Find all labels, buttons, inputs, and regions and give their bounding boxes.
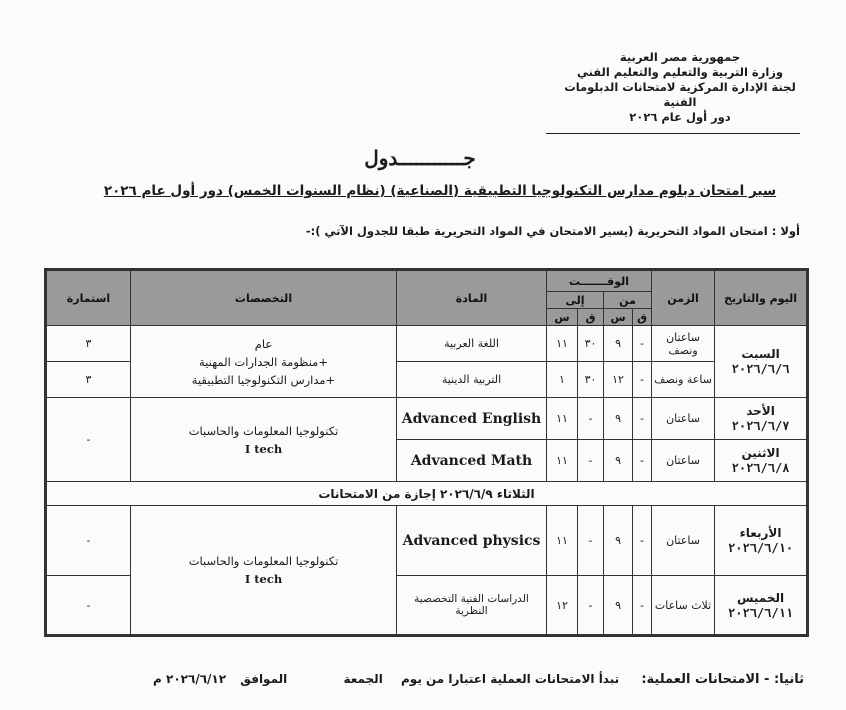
header-from-s: س: [604, 309, 633, 326]
day-date-cell: [715, 576, 808, 636]
header-line-1: جمهورية مصر العربية: [619, 50, 741, 64]
header-line-3: لجنة الإدارة المركزية لامتحانات الدبلومات الفنية: [564, 80, 796, 109]
date-value: ٢٠٢٦/٦/١١: [728, 605, 794, 620]
header-rule: [546, 133, 800, 134]
from-q-cell: -: [633, 576, 652, 636]
day-date-cell: [715, 326, 808, 398]
subject-cell: التربية الدينية: [397, 362, 547, 398]
to-s-cell: ١١: [547, 506, 578, 576]
from-s-cell: ٩: [604, 576, 633, 636]
date-value: ٢٠٢٦/٦/١٠: [728, 541, 794, 555]
from-s-cell: ٩: [604, 506, 633, 576]
spec-line: عام: [254, 336, 273, 351]
from-q-cell: -: [633, 440, 652, 482]
specializations-cell: [131, 506, 397, 636]
header-duration: الزمن: [652, 270, 715, 326]
header-subject: المادة: [397, 270, 547, 326]
from-q-cell: -: [633, 398, 652, 440]
practical-label: ثانيا: - الامتحانات العملية:: [641, 672, 804, 687]
practical-agree: الموافق: [240, 672, 288, 686]
duration-cell: ثلاث ساعات: [652, 576, 715, 636]
header-to-s: س: [547, 309, 578, 326]
form-cell: -: [46, 506, 131, 576]
day-name: الأحد: [746, 404, 775, 418]
holiday-row: [46, 482, 808, 506]
written-exams-note: أولا : امتحان المواد التحريرية (يسير الامتحان في المواد التحريرية طبقا للجدول الآتي ):-: [305, 224, 800, 238]
header-specializations: التخصصات: [131, 270, 397, 326]
subject-cell: الدراسات الفنية التخصصية النظرية: [397, 576, 547, 636]
to-q-cell: -: [578, 506, 604, 576]
duration-cell: ساعتان: [652, 398, 715, 440]
practical-day: الجمعة: [343, 672, 383, 686]
header-from: من: [604, 292, 652, 309]
practical-text: تبدأ الامتحانات العملية اعتبارا من يوم: [401, 672, 620, 686]
header-to: إلى: [547, 292, 604, 309]
spec-line: +مدارس التكنولوجيا التطبيقية: [191, 372, 336, 387]
specializations-cell: [131, 326, 397, 398]
from-s-cell: ٩: [604, 326, 633, 362]
date-value: ٢٠٢٦/٦/٦: [731, 362, 790, 376]
day-name: السبت: [741, 347, 780, 361]
duration-cell: ساعة ونصف: [652, 362, 715, 398]
spec-line: I tech: [244, 572, 283, 586]
header-day-date: اليوم والتاريخ: [715, 270, 808, 326]
table-row: [46, 506, 808, 576]
header-line-4: دور أول عام ٢٠٢٦: [629, 110, 731, 124]
day-date-cell: [715, 440, 808, 482]
practical-date: ٢٠٢٦/٦/١٢ م: [153, 672, 227, 686]
to-s-cell: ١١: [547, 440, 578, 482]
from-s-cell: ٩: [604, 440, 633, 482]
to-s-cell: ١١: [547, 398, 578, 440]
to-q-cell: -: [578, 398, 604, 440]
to-s-cell: ١٢: [547, 576, 578, 636]
ministry-header: [560, 50, 800, 125]
spec-line: تكنولوجيا المعلومات والحاسبات: [188, 554, 339, 568]
day-date-cell: [715, 506, 808, 576]
specializations-cell: [131, 398, 397, 482]
to-s-cell: ١١: [547, 326, 578, 362]
from-s-cell: ١٢: [604, 362, 633, 398]
to-q-cell: -: [578, 440, 604, 482]
subject-cell: Advanced English: [397, 398, 547, 440]
header-to-q: ق: [578, 309, 604, 326]
practical-exams-note: [44, 672, 804, 687]
day-date-cell: [715, 398, 808, 440]
to-s-cell: ١: [547, 362, 578, 398]
holiday-text: الثلاثاء ٢٠٢٦/٦/٩ إجازة من الامتحانات: [46, 482, 808, 506]
header-time: الوقـــــــت: [547, 270, 652, 292]
date-value: ٢٠٢٦/٦/٧: [731, 419, 790, 433]
exam-schedule-table: [44, 268, 809, 637]
page-subtitle: سير امتحان دبلوم مدارس التكنولوجيا التطبيقية (الصناعية) (نظام السنوات الخمس) دور أول عام ٢٠٢٦: [103, 183, 777, 199]
day-name: الاثنين: [741, 446, 780, 460]
day-name: الخميس: [736, 590, 785, 605]
spec-line: I tech: [244, 441, 283, 456]
day-name: الأربعاء: [739, 526, 782, 540]
from-q-cell: -: [633, 506, 652, 576]
page-title: جـــــــــــدول: [364, 146, 476, 170]
form-cell: ٣: [46, 326, 131, 362]
to-q-cell: ٣٠: [578, 326, 604, 362]
spec-line: +منظومة الجدارات المهنية: [199, 354, 328, 369]
form-cell: ٣: [46, 362, 131, 398]
subject-cell: Advanced physics: [397, 506, 547, 576]
header-from-q: ق: [633, 309, 652, 326]
duration-cell: ساعتان: [652, 506, 715, 576]
duration-cell: ساعتان ونصف: [652, 326, 715, 362]
table-row: [46, 398, 808, 440]
to-q-cell: ٣٠: [578, 362, 604, 398]
form-cell: -: [46, 398, 131, 482]
form-cell: -: [46, 576, 131, 636]
duration-cell: ساعتان: [652, 440, 715, 482]
table-row: [46, 326, 808, 362]
subject-cell: Advanced Math: [397, 440, 547, 482]
header-form: استمارة: [46, 270, 131, 326]
header-line-2: وزارة التربية والتعليم والتعليم الفني: [576, 65, 784, 79]
from-q-cell: -: [633, 326, 652, 362]
subject-cell: اللغة العربية: [397, 326, 547, 362]
date-value: ٢٠٢٦/٦/٨: [731, 461, 790, 475]
from-s-cell: ٩: [604, 398, 633, 440]
spec-line: تكنولوجيا المعلومات والحاسبات: [188, 423, 339, 438]
from-q-cell: -: [633, 362, 652, 398]
to-q-cell: -: [578, 576, 604, 636]
